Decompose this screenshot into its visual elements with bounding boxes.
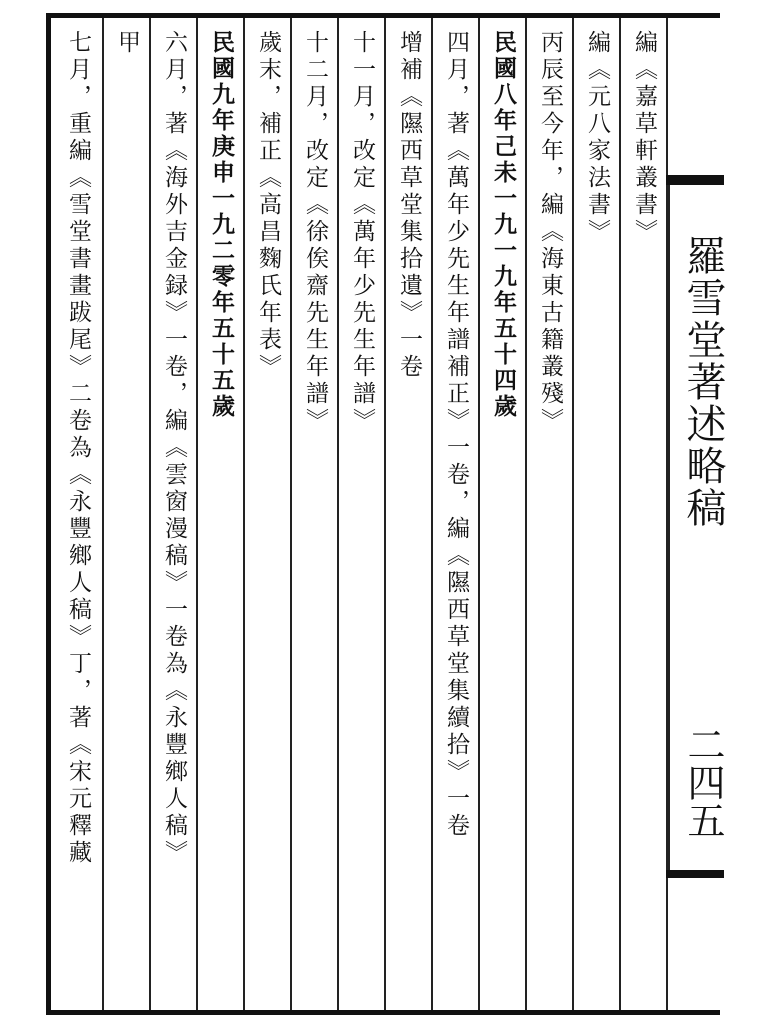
year-heading-1920 — [198, 30, 244, 1005]
running-title: 羅雪堂著述略稿 — [680, 235, 726, 529]
text-column-11: 六月，著《海外吉金録》一卷，編《雲窗漫稿》一卷為《永豐鄉人稿》 — [161, 30, 187, 867]
year-heading-age: 五十五歲 — [208, 316, 234, 420]
year-heading-age: 五十四歲 — [490, 316, 516, 420]
text-column-5: 四月，著《萬年少先生年譜補正》一卷，編《隰西草堂集續拾》一卷 — [443, 30, 469, 840]
text-column-6: 增補《隰西草堂集拾遺》一卷 — [396, 30, 422, 381]
margin-rule — [668, 185, 670, 875]
text-column-12: 甲 — [114, 30, 140, 57]
text-column-13: 七月，重編《雪堂書畫跋尾》二卷為《永豐鄉人稿》丁，著《宋元釋藏 — [65, 30, 91, 867]
margin-ornament-bottom — [666, 870, 724, 878]
year-heading-western: 一九二零年 — [208, 186, 234, 316]
year-heading-era: 民國九年庚申 — [208, 30, 234, 186]
text-column-1: 編《嘉草軒叢書》 — [631, 30, 657, 246]
text-column-7: 十一月，改定《萬年少先生年譜》 — [349, 30, 375, 435]
text-column-8: 十二月，改定《徐俟齋先生年譜》 — [302, 30, 328, 435]
margin-ornament-top — [666, 175, 724, 185]
year-heading-1919 — [480, 30, 526, 1005]
text-column-2: 編《元八家法書》 — [584, 30, 610, 246]
year-heading-western: 一九一九年 — [490, 186, 516, 316]
text-column-9: 歲末，補正《高昌麴氏年表》 — [255, 30, 281, 381]
page-number: 二四五 — [681, 725, 725, 839]
fore-edge-margin — [666, 165, 726, 885]
year-heading-era: 民國八年己未 — [490, 30, 516, 186]
text-column-3: 丙辰至今年，編《海東古籍叢殘》 — [537, 30, 563, 435]
